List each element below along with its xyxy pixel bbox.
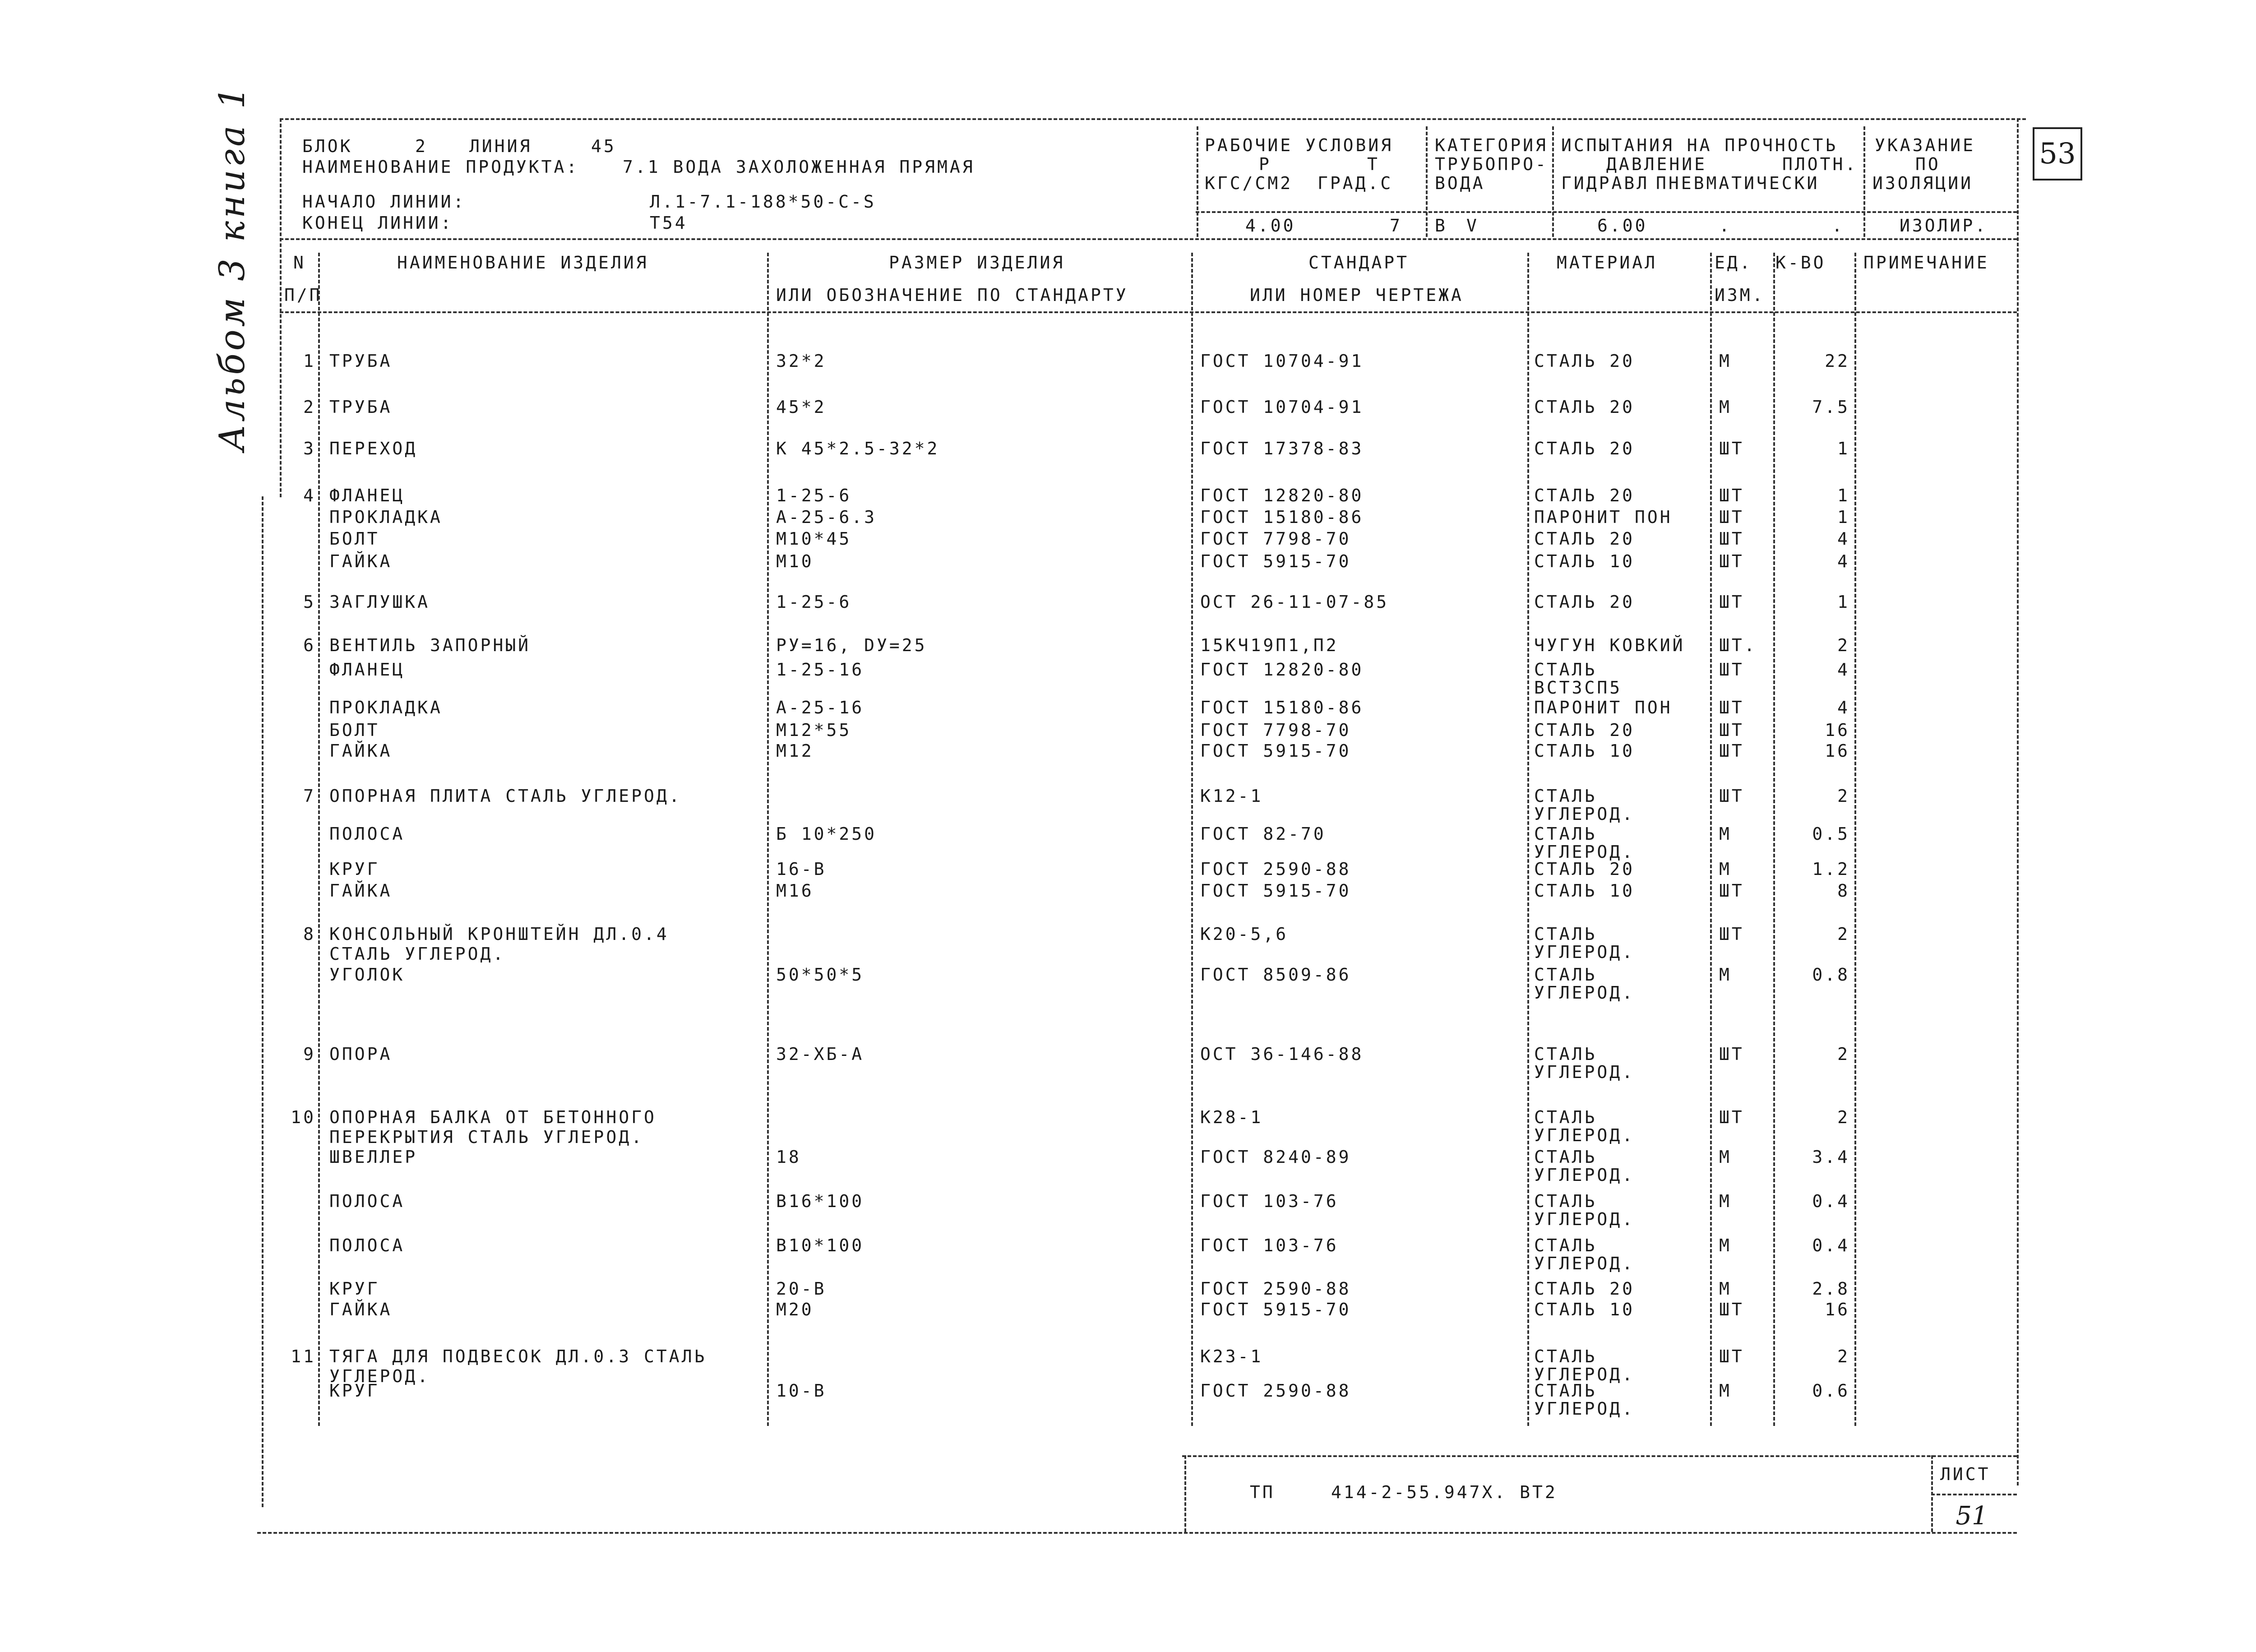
col-unit: ЕД. xyxy=(1715,253,1752,273)
row-quantity: 2 xyxy=(1837,924,1850,944)
row-unit: ШТ xyxy=(1719,698,1744,717)
row-name: ПОЛОСА xyxy=(329,1236,405,1255)
block-label: БЛОК xyxy=(302,136,353,156)
row-unit: ШТ xyxy=(1719,439,1744,458)
row-quantity: 16 xyxy=(1825,1300,1850,1319)
row-unit: ШТ xyxy=(1719,1044,1744,1064)
row-size: 1-25-6 xyxy=(776,592,852,612)
row-name: КРУГ xyxy=(329,859,380,879)
row-material: СТАЛЬ 20 xyxy=(1534,351,1635,371)
row-material: СТАЛЬ xyxy=(1534,1236,1597,1255)
row-material-continued: УГЛЕРОД. xyxy=(1534,1365,1635,1384)
row-name: ПЕРЕХОД xyxy=(329,439,418,458)
row-name: ПОЛОСА xyxy=(329,824,405,844)
col-n-sub: П/П xyxy=(284,285,322,305)
row-number: 9 xyxy=(303,1044,316,1064)
row-unit: ШТ xyxy=(1719,551,1744,571)
work-conditions-label: РАБОЧИЕ УСЛОВИЯ xyxy=(1205,135,1394,155)
album-note: Альбом 3 книга 1 xyxy=(212,83,253,451)
row-number: 2 xyxy=(303,397,316,417)
insulation-label-2: ПО xyxy=(1915,154,1941,174)
row-standard: К20-5,6 xyxy=(1200,924,1289,944)
row-standard: ГОСТ 82-70 xyxy=(1200,824,1326,844)
row-name: ТРУБА xyxy=(329,351,393,371)
row-size: К 45*2.5-32*2 xyxy=(776,439,940,458)
product-value: 7.1 ВОДА ЗАХОЛОЖЕННАЯ ПРЯМАЯ xyxy=(623,157,975,177)
row-size: М20 xyxy=(776,1300,814,1319)
row-material-continued: УГЛЕРОД. xyxy=(1534,804,1635,824)
bottom-border xyxy=(257,1532,2017,1534)
row-material: СТАЛЬ 20 xyxy=(1534,439,1635,458)
end-label: КОНЕЦ ЛИНИИ: xyxy=(302,213,453,233)
row-standard: ГОСТ 5915-70 xyxy=(1200,741,1351,761)
row-standard: К12-1 xyxy=(1200,786,1263,806)
row-size: А-25-6.3 xyxy=(776,507,877,527)
row-standard: ГОСТ 15180-86 xyxy=(1200,507,1364,527)
col-sep-n xyxy=(318,253,320,1426)
row-material: СТАЛЬ 10 xyxy=(1534,1300,1635,1319)
row-unit: М xyxy=(1719,397,1732,417)
category-value-2: V xyxy=(1466,216,1479,236)
product-label: НАИМЕНОВАНИЕ ПРОДУКТА: xyxy=(302,157,579,177)
pneumatic-label: ПНЕВМАТИЧЕСКИ xyxy=(1656,173,1820,193)
row-name: БОЛТ xyxy=(329,720,380,740)
row-size: М10*45 xyxy=(776,529,852,549)
row-material: ПАРОНИТ ПОН xyxy=(1534,698,1673,717)
test-label: ИСПЫТАНИЯ НА ПРОЧНОСТЬ xyxy=(1561,135,1838,155)
row-material: СТАЛЬ xyxy=(1534,660,1597,680)
t-label: Т xyxy=(1367,154,1380,174)
footer-tp: ТП xyxy=(1250,1482,1275,1502)
start-value: Л.1-7.1-188*50-С-S xyxy=(650,192,876,212)
row-unit: ШТ xyxy=(1719,881,1744,901)
row-standard: ГОСТ 15180-86 xyxy=(1200,698,1364,717)
sheet-number: 51 xyxy=(1956,1501,1988,1531)
row-size: 20-В xyxy=(776,1279,827,1299)
row-material: СТАЛЬ xyxy=(1534,1044,1597,1064)
row-quantity: 4 xyxy=(1837,698,1850,717)
row-material: СТАЛЬ xyxy=(1534,1147,1597,1167)
row-name: ТРУБА xyxy=(329,397,393,417)
row-name: ШВЕЛЛЕР xyxy=(329,1147,418,1167)
col-standard-sub: ИЛИ НОМЕР ЧЕРТЕЖА xyxy=(1250,285,1464,305)
row-name: ПОЛОСА xyxy=(329,1191,405,1211)
block-value: 2 xyxy=(415,136,428,156)
row-size: 1-25-6 xyxy=(776,486,852,505)
left-border-upper xyxy=(280,118,282,497)
col-sep-std xyxy=(1191,253,1193,1426)
row-size: РУ=16, DУ=25 xyxy=(776,635,927,655)
row-size: 50*50*5 xyxy=(776,965,864,985)
column-header-divider xyxy=(280,311,2017,313)
row-quantity: 0.8 xyxy=(1812,965,1850,985)
sep-work xyxy=(1197,126,1198,237)
row-material: СТАЛЬ 20 xyxy=(1534,720,1635,740)
row-standard: К28-1 xyxy=(1200,1107,1263,1127)
row-size: В16*100 xyxy=(776,1191,864,1211)
top-border xyxy=(280,118,2026,120)
row-unit: М xyxy=(1719,1236,1732,1255)
insulation-label: УКАЗАНИЕ xyxy=(1875,135,1976,155)
row-name-continued: УГЛЕРОД. xyxy=(329,1366,430,1386)
row-material-continued: УГЛЕРОД. xyxy=(1534,842,1635,862)
row-size: 1-25-16 xyxy=(776,660,864,680)
row-name-continued: СТАЛЬ УГЛЕРОД. xyxy=(329,944,506,964)
row-quantity: 0.4 xyxy=(1812,1191,1850,1211)
values-divider xyxy=(1196,211,2017,213)
density-value: . xyxy=(1832,216,1845,236)
row-standard: ГОСТ 8509-86 xyxy=(1200,965,1351,985)
row-number: 3 xyxy=(303,439,316,458)
row-unit: М xyxy=(1719,1279,1732,1299)
row-unit: ШТ xyxy=(1719,660,1744,680)
row-name: КОНСОЛЬНЫЙ КРОНШТЕЙН ДЛ.0.4 xyxy=(329,924,669,944)
row-standard: ГОСТ 17378-83 xyxy=(1200,439,1364,458)
row-size: 10-В xyxy=(776,1381,827,1401)
col-sep-qty xyxy=(1773,253,1775,1426)
row-material: СТАЛЬ 10 xyxy=(1534,881,1635,901)
col-size-sub: ИЛИ ОБОЗНАЧЕНИЕ ПО СТАНДАРТУ xyxy=(776,285,1128,305)
density-label: ПЛОТН. xyxy=(1782,154,1858,174)
row-standard: ГОСТ 103-76 xyxy=(1200,1236,1339,1255)
row-quantity: 2 xyxy=(1837,786,1850,806)
row-quantity: 1 xyxy=(1837,439,1850,458)
row-material: СТАЛЬ 10 xyxy=(1534,741,1635,761)
row-standard: ГОСТ 2590-88 xyxy=(1200,1381,1351,1401)
pressure-label: ДАВЛЕНИЕ xyxy=(1606,154,1707,174)
row-size: М16 xyxy=(776,881,814,901)
row-name: ОПОРНАЯ БАЛКА ОТ БЕТОННОГО xyxy=(329,1107,656,1127)
row-material: СТАЛЬ xyxy=(1534,1381,1597,1401)
row-unit: М xyxy=(1719,1381,1732,1401)
row-size: 45*2 xyxy=(776,397,827,417)
row-material: СТАЛЬ xyxy=(1534,965,1597,985)
footer-doc-code: 414-2-55.947Х. ВТ2 xyxy=(1331,1482,1558,1502)
p-unit: КГС/СМ2 xyxy=(1205,173,1293,193)
p-value: 4.00 xyxy=(1245,216,1296,236)
row-unit: ШТ xyxy=(1719,592,1744,612)
sep-insulation xyxy=(1863,126,1865,237)
sheet-box-border xyxy=(1931,1455,1933,1532)
row-standard: ГОСТ 5915-70 xyxy=(1200,551,1351,571)
row-name: БОЛТ xyxy=(329,529,380,549)
col-standard: СТАНДАРТ xyxy=(1308,253,1410,273)
row-quantity: 2.8 xyxy=(1812,1279,1850,1299)
row-number: 1 xyxy=(303,351,316,371)
col-material: МАТЕРИАЛ xyxy=(1557,253,1658,273)
row-size: 18 xyxy=(776,1147,801,1167)
row-size: 32*2 xyxy=(776,351,827,371)
col-qty: К-ВО xyxy=(1775,253,1826,273)
row-material: СТАЛЬ 20 xyxy=(1534,529,1635,549)
row-standard: ГОСТ 7798-70 xyxy=(1200,720,1351,740)
row-name: КРУГ xyxy=(329,1279,380,1299)
row-size: М10 xyxy=(776,551,814,571)
row-quantity: 4 xyxy=(1837,529,1850,549)
row-name: ФЛАНЕЦ xyxy=(329,660,405,680)
row-number: 10 xyxy=(291,1107,316,1127)
row-unit: М xyxy=(1719,1147,1732,1167)
row-material-continued: УГЛЕРОД. xyxy=(1534,1165,1635,1185)
row-quantity: 2 xyxy=(1837,1107,1850,1127)
row-unit: М xyxy=(1719,824,1732,844)
page-number: 53 xyxy=(2033,127,2082,180)
row-standard: ГОСТ 8240-89 xyxy=(1200,1147,1351,1167)
row-quantity: 16 xyxy=(1825,720,1850,740)
row-quantity: 4 xyxy=(1837,660,1850,680)
row-material: СТАЛЬ 20 xyxy=(1534,859,1635,879)
row-name: ГАЙКА xyxy=(329,1300,393,1319)
row-unit: М xyxy=(1719,859,1732,879)
row-quantity: 0.5 xyxy=(1812,824,1850,844)
col-sep-unit xyxy=(1710,253,1712,1426)
row-name: ФЛАНЕЦ xyxy=(329,486,405,505)
row-name: ВЕНТИЛЬ ЗАПОРНЫЙ xyxy=(329,635,531,655)
row-standard: ГОСТ 5915-70 xyxy=(1200,881,1351,901)
row-standard: ГОСТ 10704-91 xyxy=(1200,397,1364,417)
col-size: РАЗМЕР ИЗДЕЛИЯ xyxy=(889,253,1065,273)
col-sep-size xyxy=(767,253,769,1426)
row-name-continued: ПЕРЕКРЫТИЯ СТАЛЬ УГЛЕРОД. xyxy=(329,1127,644,1147)
sheet-label: ЛИСТ xyxy=(1940,1464,1991,1484)
footer-divider xyxy=(1182,1455,2017,1457)
row-quantity: 7.5 xyxy=(1812,397,1850,417)
row-name: ТЯГА ДЛЯ ПОДВЕСОК ДЛ.0.3 СТАЛЬ xyxy=(329,1347,707,1366)
end-value: Т54 xyxy=(650,213,688,233)
row-standard: ГОСТ 5915-70 xyxy=(1200,1300,1351,1319)
sep-test xyxy=(1552,126,1554,237)
col-sep-mat xyxy=(1527,253,1529,1426)
row-standard: ГОСТ 12820-80 xyxy=(1200,660,1364,680)
row-name: ГАЙКА xyxy=(329,741,393,761)
pipeline-label: ТРУБОПРО- xyxy=(1435,154,1548,174)
row-material: СТАЛЬ xyxy=(1534,824,1597,844)
row-quantity: 2 xyxy=(1837,1347,1850,1366)
row-material-continued: ВСТ3СП5 xyxy=(1534,678,1623,698)
row-unit: ШТ xyxy=(1719,786,1744,806)
col-n: N xyxy=(293,253,306,273)
pneumatic-value: . xyxy=(1719,216,1732,236)
row-material-continued: УГЛЕРОД. xyxy=(1534,1125,1635,1145)
hydraulic-label: ГИДРАВЛ xyxy=(1561,173,1650,193)
row-standard: ГОСТ 12820-80 xyxy=(1200,486,1364,505)
row-quantity: 4 xyxy=(1837,551,1850,571)
row-material: СТАЛЬ xyxy=(1534,924,1597,944)
row-number: 6 xyxy=(303,635,316,655)
row-size: 16-В xyxy=(776,859,827,879)
p-label: Р xyxy=(1259,154,1271,174)
pipeline-label-2: ВОДА xyxy=(1435,173,1485,193)
row-name: ОПОРА xyxy=(329,1044,393,1064)
row-material: СТАЛЬ xyxy=(1534,1347,1597,1366)
row-quantity: 8 xyxy=(1837,881,1850,901)
row-quantity: 1 xyxy=(1837,507,1850,527)
row-standard: ГОСТ 2590-88 xyxy=(1200,859,1351,879)
row-quantity: 0.4 xyxy=(1812,1236,1850,1255)
row-quantity: 22 xyxy=(1825,351,1850,371)
row-quantity: 1 xyxy=(1837,486,1850,505)
row-material-continued: УГЛЕРОД. xyxy=(1534,983,1635,1003)
row-material: ПАРОНИТ ПОН xyxy=(1534,507,1673,527)
row-unit: ШТ xyxy=(1719,486,1744,505)
col-note: ПРИМЕЧАНИЕ xyxy=(1863,253,1989,273)
row-name: ГАЙКА xyxy=(329,551,393,571)
row-name: ГАЙКА xyxy=(329,881,393,901)
row-quantity: 2 xyxy=(1837,635,1850,655)
footer-left-border xyxy=(1184,1455,1186,1532)
t-unit: ГРАД.С xyxy=(1318,173,1393,193)
row-quantity: 3.4 xyxy=(1812,1147,1850,1167)
row-standard: ОСТ 36-146-88 xyxy=(1200,1044,1364,1064)
row-standard: ГОСТ 103-76 xyxy=(1200,1191,1339,1211)
row-material: СТАЛЬ xyxy=(1534,1107,1597,1127)
row-name: ОПОРНАЯ ПЛИТА СТАЛЬ УГЛЕРОД. xyxy=(329,786,682,806)
insulation-value: ИЗОЛИР. xyxy=(1900,216,1988,236)
row-unit: ШТ xyxy=(1719,924,1744,944)
row-material: СТАЛЬ 20 xyxy=(1534,592,1635,612)
row-number: 8 xyxy=(303,924,316,944)
row-size: М12*55 xyxy=(776,720,852,740)
col-unit-sub: ИЗМ. xyxy=(1715,285,1765,305)
row-number: 4 xyxy=(303,486,316,505)
category-value: В xyxy=(1435,216,1447,236)
row-material: ЧУГУН КОВКИЙ xyxy=(1534,635,1685,655)
sep-category xyxy=(1426,126,1428,237)
row-size: 32-ХБ-А xyxy=(776,1044,864,1064)
row-unit: М xyxy=(1719,351,1732,371)
row-material: СТАЛЬ 20 xyxy=(1534,486,1635,505)
row-size: В10*100 xyxy=(776,1236,864,1255)
row-unit: ШТ xyxy=(1719,720,1744,740)
t-value: 7 xyxy=(1390,216,1402,236)
row-number: 5 xyxy=(303,592,316,612)
col-sep-note xyxy=(1854,253,1856,1426)
row-size: Б 10*250 xyxy=(776,824,877,844)
col-name: НАИМЕНОВАНИЕ ИЗДЕЛИЯ xyxy=(397,253,649,273)
row-standard: ГОСТ 10704-91 xyxy=(1200,351,1364,371)
row-unit: ШТ xyxy=(1719,507,1744,527)
row-unit: М xyxy=(1719,1191,1732,1211)
row-material-continued: УГЛЕРОД. xyxy=(1534,1254,1635,1273)
row-name: КРУГ xyxy=(329,1381,380,1401)
row-unit: ШТ xyxy=(1719,529,1744,549)
line-label: ЛИНИЯ xyxy=(469,136,532,156)
row-material: СТАЛЬ 10 xyxy=(1534,551,1635,571)
header-divider xyxy=(280,238,2017,240)
row-number: 7 xyxy=(303,786,316,806)
row-quantity: 1 xyxy=(1837,592,1850,612)
row-number: 11 xyxy=(291,1347,316,1366)
row-standard: ГОСТ 7798-70 xyxy=(1200,529,1351,549)
row-quantity: 0.6 xyxy=(1812,1381,1850,1401)
row-quantity: 1.2 xyxy=(1812,859,1850,879)
line-value: 45 xyxy=(591,136,616,156)
row-standard: К23-1 xyxy=(1200,1347,1263,1366)
hydraulic-value: 6.00 xyxy=(1597,216,1648,236)
row-unit: ШТ. xyxy=(1719,635,1757,655)
row-material: СТАЛЬ xyxy=(1534,1191,1597,1211)
row-standard: 15КЧ19П1,П2 xyxy=(1200,635,1339,655)
row-size: М12 xyxy=(776,741,814,761)
row-material-continued: УГЛЕРОД. xyxy=(1534,1209,1635,1229)
category-label: КАТЕГОРИЯ xyxy=(1435,135,1548,155)
row-material-continued: УГЛЕРОД. xyxy=(1534,942,1635,962)
row-unit: ШТ xyxy=(1719,1347,1744,1366)
row-name: ПРОКЛАДКА xyxy=(329,698,443,717)
row-unit: ШТ xyxy=(1719,1107,1744,1127)
row-name: ЗАГЛУШКА xyxy=(329,592,430,612)
row-unit: ШТ xyxy=(1719,741,1744,761)
row-name: УГОЛОК xyxy=(329,965,405,985)
row-quantity: 2 xyxy=(1837,1044,1850,1064)
right-border xyxy=(2017,118,2019,1485)
row-standard: ГОСТ 2590-88 xyxy=(1200,1279,1351,1299)
row-material-continued: УГЛЕРОД. xyxy=(1534,1062,1635,1082)
left-border-lower xyxy=(262,496,264,1507)
row-material-continued: УГЛЕРОД. xyxy=(1534,1399,1635,1419)
row-material: СТАЛЬ 20 xyxy=(1534,397,1635,417)
insulation-label-3: ИЗОЛЯЦИИ xyxy=(1872,173,1974,193)
row-size: А-25-16 xyxy=(776,698,864,717)
row-material: СТАЛЬ xyxy=(1534,786,1597,806)
row-material: СТАЛЬ 20 xyxy=(1534,1279,1635,1299)
row-name: ПРОКЛАДКА xyxy=(329,507,443,527)
row-unit: ШТ xyxy=(1719,1300,1744,1319)
row-quantity: 16 xyxy=(1825,741,1850,761)
start-label: НАЧАЛО ЛИНИИ: xyxy=(302,192,466,212)
sheet-divider xyxy=(1931,1494,2017,1495)
row-unit: М xyxy=(1719,965,1732,985)
row-standard: ОСТ 26-11-07-85 xyxy=(1200,592,1389,612)
